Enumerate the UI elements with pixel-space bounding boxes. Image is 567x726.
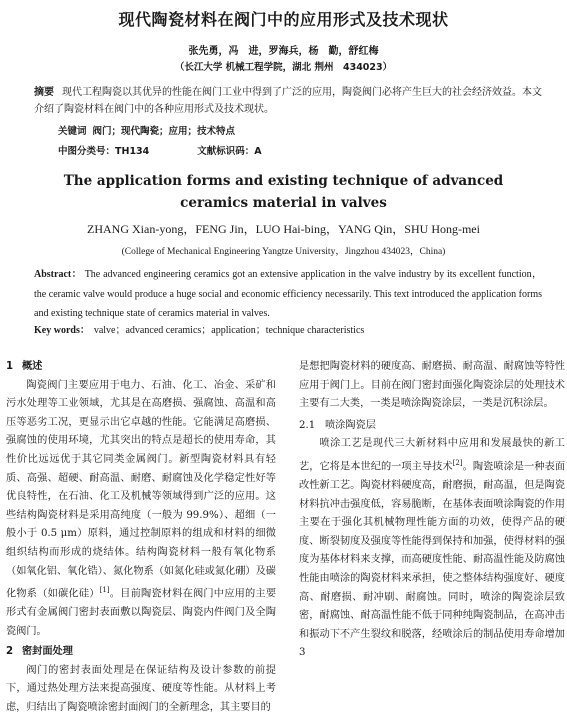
classification-line xyxy=(58,143,262,157)
keywords-cn xyxy=(58,125,538,139)
keywords-cn-label: 关键词 xyxy=(58,126,87,137)
abstract-en xyxy=(34,265,542,324)
keywords-en-label: Key words： xyxy=(34,325,90,336)
doc-code-label: 文献标识码： xyxy=(197,146,255,157)
abstract-cn xyxy=(34,85,546,118)
abstract-en-label: Abstract： xyxy=(34,269,82,280)
title-en-line2: ceramics material in valves xyxy=(180,195,387,211)
section-1-title: 概述 xyxy=(22,361,43,372)
section-2-paragraph: 阀门的密封表面处理是在保证结构及设计参数的前提下，通过热处理方法来提高强度、硬度等性能。从材料上考虑，归结出了陶瓷喷涂密封面阀门的全新理念，其主要目的 xyxy=(6,664,276,714)
section-2-1-paragraph xyxy=(299,435,565,663)
section-2-1-number: 2.1 xyxy=(299,419,316,431)
paper-title-en xyxy=(0,170,567,214)
doc-code-value: A xyxy=(254,146,262,157)
section-1-heading xyxy=(6,358,276,377)
abstract-cn-text: 现代工程陶瓷以其优异的性能在阀门工业中得到了广泛的应用，陶瓷阀门必将产生巨大的社会经济效益。本文介绍了陶瓷材料在阀门中的各种应用形式及技术现状。 xyxy=(34,87,542,115)
keywords-en-text: valve；advanced ceramics；application；technique characteristics xyxy=(93,325,365,336)
title-en-line1: The application forms and existing technique of advanced xyxy=(63,173,504,189)
keywords-en xyxy=(34,324,542,338)
section-1-text-cont: 。目前陶瓷材料在阀门中应用的主要形式有金属阀门密封表面敷以陶瓷层、陶瓷内件阀门及全陶瓷阀门。 xyxy=(6,588,277,637)
reference-2: [2] xyxy=(452,458,463,467)
paper-title-cn: 现代陶瓷材料在阀门中的应用形式及技术现状 xyxy=(118,10,449,29)
section-2-title: 密封面处理 xyxy=(22,646,73,658)
affiliation-cn: （长江大学 机械工程学院，湖北 荆州 434023） xyxy=(174,62,393,73)
section-2-1-text-cont: 。陶瓷喷涂是一种表面改性新工艺。陶瓷材料硬度高，耐磨损，耐高温，但是陶瓷材料抗冲击强度低，容易脆断，在基体表面喷涂陶瓷的作用主要在于强化其机械物理性能方面的功效，使得产品的硬度、断裂韧度及强度等性能得到保持和加强，使得材料的强度为基体材料来支撑，而高硬度性能、耐高温性能及防腐蚀性能由喷涂的陶瓷材料来承担，使之整体结构强度好、硬度高、耐磨损、耐冲刷、耐腐蚀。同时，喷涂的陶瓷涂层致密，耐腐蚀、耐高温性能不低于同种纯陶瓷制品，在高冲击和振动下不产生裂纹和脱落，经喷涂后的制品使用寿命增加 3 xyxy=(299,461,566,659)
section-1-text: 陶瓷阀门主要应用于电力、石油、化工、冶金、采矿和污水处理等工业领域，尤其是在高磨损、强腐蚀、高温和高压等恶劣工况，更显示出它卓越的性能。它能满足高磨损、强腐蚀的使用环境，尤其突出的特点是超长的使用寿命，其性价比远远优于其它同类金属阀门。新型陶瓷材料具有轻质、高强、超硬、耐高温、耐磨、耐腐蚀及化学稳定性好等优良特性，在石油、化工及机械等领域得到广泛的应用。这些结构陶瓷材料是采用高纯度（一般为 99.9%）、超细（一般小于 0.5 μm）原料，通过控制原料的组成和材料的细微组织结构而形成的烧结体。结构陶瓷材料一般有氧化物系（如氧化铝、氧化锆）、氮化物系（如氮化硅或氮化硼）及碳化物系（如碳化硅） xyxy=(6,379,276,600)
section-1-paragraph xyxy=(6,377,276,642)
affiliation-en: (College of Mechanical Engineering Yangtze University，Jingzhou 434023，China) xyxy=(121,247,446,257)
left-column xyxy=(6,358,276,718)
authors-cn: 张先勇，冯 进，罗海兵，杨 勤，舒红梅 xyxy=(188,46,379,57)
section-2-number: 2 xyxy=(6,646,14,658)
reference-1: [1] xyxy=(99,586,110,595)
section-2-continued: 是想把陶瓷材料的硬度高、耐磨损、耐高温、耐腐蚀等特性应用于阀门上。目前在阀门密封面强化陶瓷涂层的处理技术主要有二大类，一类是喷涂陶瓷涂层，一类是沉积涂层。 xyxy=(299,361,565,410)
keywords-cn-text: 阀门；现代陶瓷；应用；技术特点 xyxy=(92,126,236,137)
right-column xyxy=(299,358,565,663)
clc-value: TH134 xyxy=(115,146,150,157)
section-2-heading xyxy=(6,643,276,662)
section-2-1-title: 喷涂陶瓷层 xyxy=(325,419,376,431)
section-2-1-text: 喷涂工艺是现代三大新材料中应用和发展最快的新工艺，它将是本世纪的一项主导技术 xyxy=(299,438,565,473)
abstract-cn-label: 摘要 xyxy=(34,87,54,98)
abstract-en-text: The advanced engineering ceramics got an extensive application in the valve industry by its excellent function，the ceramic valve would produce a huge social and economic efficiency necessarily. This text introduced the application forms and existing technique state of ceramics material in valves. xyxy=(34,269,542,319)
authors-en: ZHANG Xian-yong，FENG Jin，LUO Hai-bing，YANG Qin，SHU Hong-mei xyxy=(87,222,480,236)
section-2-1-heading xyxy=(299,417,565,436)
clc-label: 中图分类号： xyxy=(58,146,116,157)
section-1-number: 1 xyxy=(6,361,14,372)
